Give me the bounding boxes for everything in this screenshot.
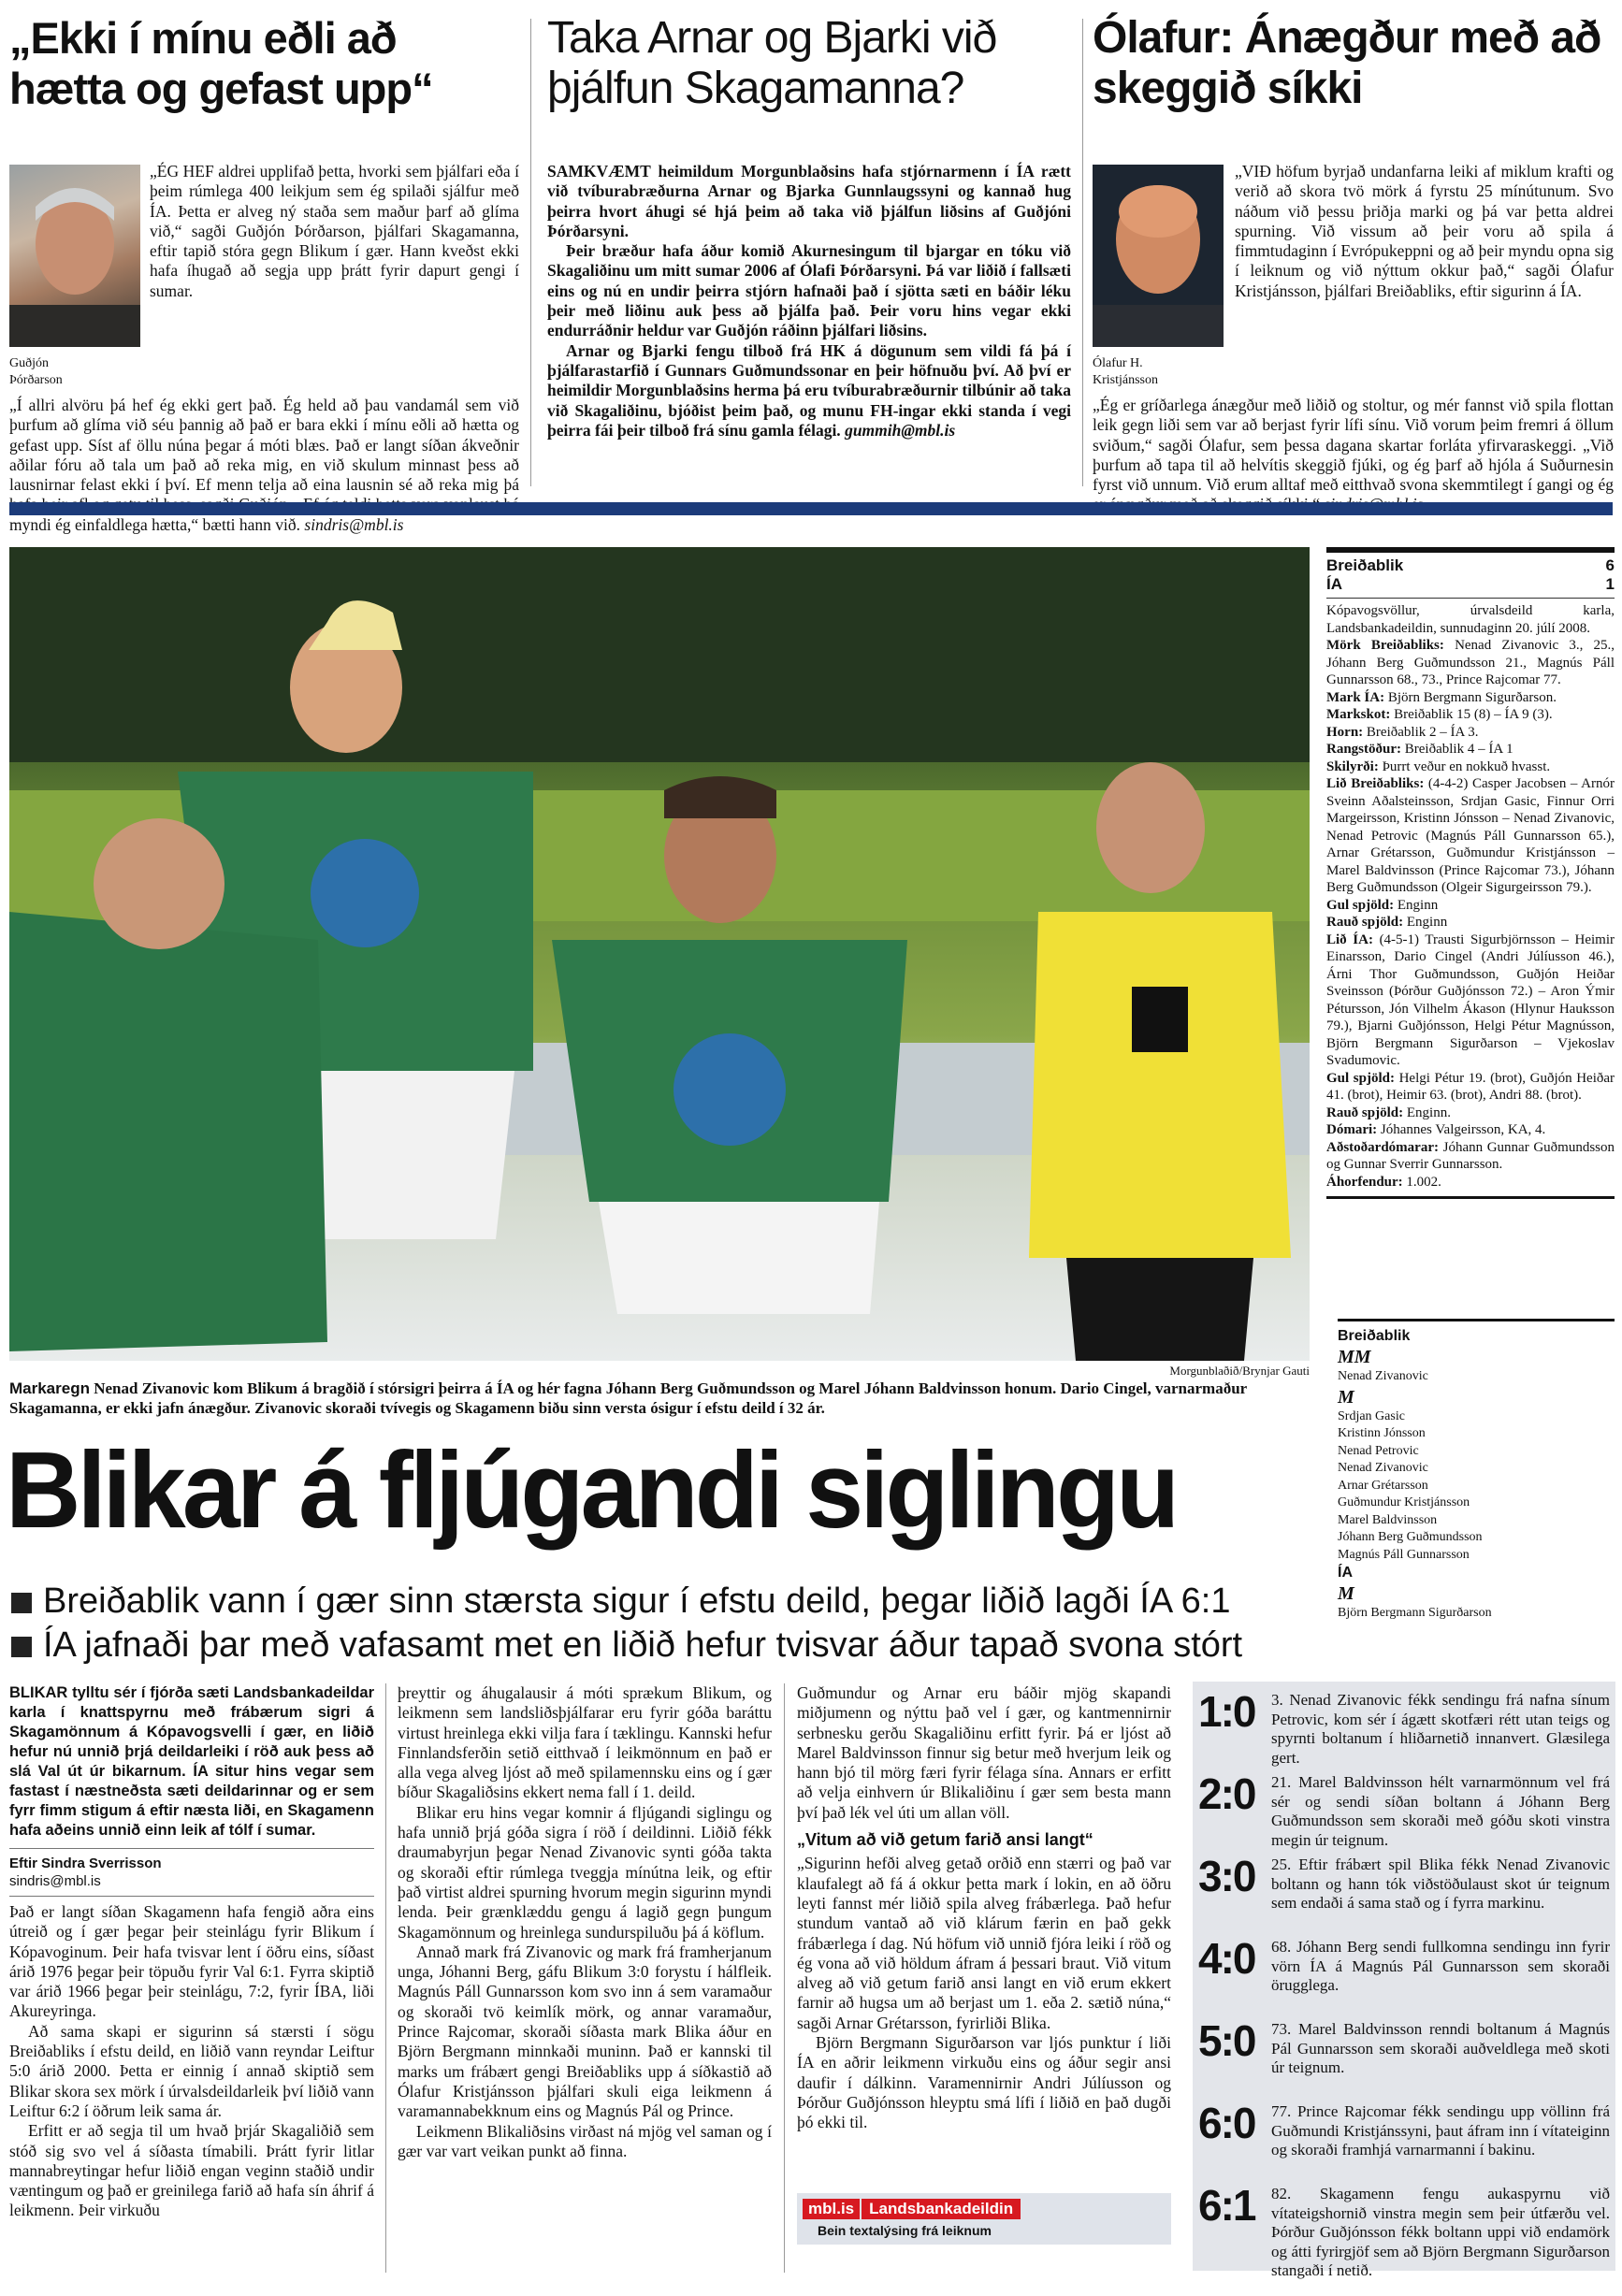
headline: Taka Arnar og Bjarki við þjálfun Skagamanna? <box>547 13 997 113</box>
guðjón-photo <box>9 165 140 347</box>
goal-entry <box>1198 1769 1610 1850</box>
goal-score: 4:0 <box>1198 1934 1255 1983</box>
author-email: sindris@mbl.is <box>9 1873 101 1889</box>
mbl-live-box[interactable] <box>797 2193 1171 2245</box>
main-headline: Blikar á fljúgandi siglingu <box>6 1429 1177 1551</box>
subhead: „Vitum að við getum farið ansi langt“ <box>797 1830 1093 1850</box>
top-article-1 <box>9 13 519 114</box>
body-p2: „Ég er gríðarlega ánægður með liðið og stoltur, og mér fannst við spila flottan leik gegn liði sem var að berjast fyrir lífi sínu. Við vorum þeim fremri á öllum sviðum,“ sagði Ólafur, sem þessa dagana skartar forláta yfirvaraskeggi. „Við þurfum að tapa til að helvítis skeggið fjúki, og ég þarf að hjóla á Suðurnesin fyrst við unnum. Við erum alltaf með eitthvað svona skemmtilegt í gangi og ég <box>1093 396 1614 495</box>
lead: BLIKAR tylltu sér í fjórða sæti Landsbankadeildar karla í knattspyrnu með frábærum sigri á Skagamönnum á Kópavogsvelli í gær, en liðið hefur nú unnið þrjá deildarleiki í röð auk þess að slá Val út úr bikarnum. ÍA situr hins vegar sem fastast í næstneðsta sæti deildarinnar og er sem fyrr fimm stigum á eftir næsta liði, en Skagamenn hafa aðeins unnið einn leik af tólf í sumar. <box>9 1684 374 1839</box>
factbox-item: Dómari: Jóhannes Valgeirsson, KA, 4. <box>1326 1122 1546 1137</box>
goal-text: 25. Eftir frábært spil Blika fékk Nenad Zivanovic boltann og hann tók viðstöðulaust skot úr teignum sem endaði á sama stað og í fyrra markinu. <box>1271 1856 1610 1912</box>
away-team: ÍA <box>1326 575 1342 593</box>
article-col-3 <box>797 1683 1171 2133</box>
venue: Kópavogsvöllur, úrvalsdeild karla, Landsbankadeildin, sunnudaginn 20. júlí 2008. <box>1326 603 1615 636</box>
author: Eftir Sindra Sverrisson <box>9 1856 162 1871</box>
factbox <box>1326 547 1615 1199</box>
goal-text: 77. Prince Rajcomar fékk sendingu upp völlinn frá Guðmundi Kristjánssyni, þaut áfram inn í vítateiginn og skoraði framhjá varnarmanni í bakinu. <box>1271 2102 1610 2159</box>
body-p1: „VIÐ höfum byrjað undanfarna leiki af miklum krafti og verið að skora tvö mörk á fyrstu 25 mínútunum. Svo náðum við þessu þriðja marki og þá var þetta aldrei spurning. Við vissum að þeir voru að spila á fimmtudaginn í Evrópukeppni og að þeir myndu opna sig í leiknum og við nýttum okkur það,“ sagði Ólafur Kristjánsson, þjálfari Breiðabliks, eftir sigurinn á ÍA. <box>1235 162 1614 300</box>
rated-player: Magnús Páll Gunnarsson <box>1338 1547 1470 1562</box>
goal-entry <box>1198 2099 1610 2179</box>
deck-2: ÍA jafnaði þar með vafasamt met en liðið hefur tvisvar áður tapað svona stórt <box>11 1625 1321 1666</box>
factbox-item: Rangstöður: Breiðablik 4 – ÍA 1 <box>1326 742 1513 757</box>
byline: sindris@mbl.is <box>304 514 404 534</box>
rated-player: Marel Baldvinsson <box>1338 1512 1438 1527</box>
factbox-item: Skilyrði: Þurrt veður en nokkuð hvasst. <box>1326 758 1551 774</box>
goal-text: 3. Nenad Zivanovic fékk sendingu frá nafna sínum Petrovic, kom sér í ágætt skotfæri rétt utan teigs og spyrnti boltanum í hliðarnetið innanvert. Glæsilega gert. <box>1271 1691 1610 1767</box>
team1-name: Breiðablik <box>1338 1328 1411 1344</box>
mbl-logo: mbl.is <box>803 2199 860 2219</box>
goal-score: 3:0 <box>1198 1852 1255 1900</box>
body-p2: Þeir bræður hafa áður komið Akurnesingum til bjargar en tóku við Skagaliðinu um mitt sumar 2006 af Ólafi Þórðarsyni. Þá var liðið í fallsæti eins og nú en undir þeirra stjórn hafnaði það í sjötta sæti en báðir léku þeir með liðinu auk þess að þjálfa það. Þeir voru hins vegar ekki endurráðnir heldur var Guðjón ráðinn þjálfari liðsins. <box>547 241 1071 340</box>
mm-players <box>1338 1368 1615 1386</box>
factbox-item: Lið ÍA: (4-5-1) Trausti Sigurbjörnsson – Heimir Einarsson, Dario Cingel (Andri Júlíusson 46.), Árni Thor Guðmundsson, Guðjón Heiðar Sveinsson (Þórður Guðjónsson 72.) – Aron Ýmir Pétursson, Jón Vilhelm Ákason (Hlynur Hauksson 79.), Bjarni Guðjónsson, Helgi Pétur Magnússon, Björn Bergmann Sigurðarson – Vjekoslav Svadumovic. <box>1326 931 1615 1068</box>
factbox-items <box>1326 637 1615 1191</box>
home-team: Breiðablik <box>1326 556 1404 574</box>
m2-label: M <box>1338 1583 1354 1604</box>
top-article-2 <box>547 13 1071 114</box>
para: þreyttir og áhugalausir á móti sprækum Blikum, og leikmenn sem landsliðsþjálfarar eru fyrir góða baráttu virtust hreinlega ekki vilja fara í tæklingu. Kannski hefur Finnlandsferðin setið eitthvað í leikmönnum en það er alla vega alveg ljóst að með spilamennsku eins og í gær bíður Skagaliðsins ekkert nema fall í 1. deild. <box>398 1683 772 1802</box>
goal-entry <box>1198 1687 1610 1768</box>
ólafur-photo <box>1093 165 1224 347</box>
photo-caption: Guðjón Þórðarson <box>9 356 63 387</box>
article-body <box>150 162 519 301</box>
para: Björn Bergmann Sigurðarson var ljós punktur í liði ÍA en aðrir leikmenn virkuðu eins og áður segir ansi daufir í dálkinn. Varamennirnir Andri Júlíusson og Þórður Guðjónsson hleyptu smá lífi í liðið en það dugði þó ekki til. <box>797 2033 1171 2132</box>
rated-player: Arnar Grétarsson <box>1338 1478 1428 1493</box>
goal-score: 6:1 <box>1198 2181 1255 2230</box>
article-col-1 <box>9 1683 374 2221</box>
photo-credit: Morgunblaðið/Brynjar Gauti <box>1169 1364 1310 1378</box>
goal-entry <box>1198 2016 1610 2097</box>
headline: „Ekki í mínu eðli að hætta og gefast upp“ <box>9 13 433 113</box>
mbl-tag: Landsbankadeildin <box>862 2199 1021 2219</box>
m-label: M <box>1338 1386 1354 1408</box>
article-body <box>1235 162 1614 301</box>
factbox-item: Mark ÍA: Björn Bergmann Sigurðarson. <box>1326 689 1557 705</box>
factbox-item: Rauð spjöld: Enginn. <box>1326 1105 1451 1120</box>
goals-box <box>1193 1682 1615 2279</box>
article-col-2 <box>398 1683 772 2161</box>
para: Erfitt er að segja til um hvað þrjár Skagaliðið sem stóð sig svo vel á síðasta tímabili. Þrátt fyrir litlar mannabreytingar hefur liðið engan veginn staðið undir væntingum og það er greinilega farið að hafa sín áhrif á leikmenn. Þeir virkuðu <box>9 2121 374 2220</box>
home-score: 6 <box>1605 556 1615 574</box>
factbox-item: Mörk Breiðabliks: Nenad Zivanovic 3., 25., Jóhann Berg Guðmundsson 21., Magnús Páll Gunnarsson 68., 73., Prince Rajcomar 77. <box>1326 638 1615 687</box>
factbox-item: Áhorfendur: 1.002. <box>1326 1174 1441 1190</box>
para: Að sama skapi er sigurinn sá stærsti í sögu Breiðabliks í efstu deild, en liðið vann reyndar Leiftur 5:0 árið 2000. Þetta er einnig í annað skiptið sem Blikar skora sex mörk í úrvalsdeildarleik því liðið vann Leiftur 6:2 í öðrum leik sama ár. <box>9 2021 374 2120</box>
para: Annað mark frá Zivanovic og mark frá framherjanum unga, Jóhanni Berg, gáfu Blikum 3:0 forystu í hálfleik. Magnús Páll Gunnarsson kom svo inn á sem varamaður og skoraði tvö keimlík mörk, og annar varamaður, Prince Rajcomar, skoraði síðasta mark Blika áður en Björn Bergmann minnkaði muninn. Það er kannski til marks um frábært gengi Breiðabliks upp á síðkastið að Ólafur Kristjánsson þjálfari skuli eiga leikmenn á varamannabekknum eins og Magnús Pál og Prince. <box>398 1942 772 2121</box>
section-rule <box>9 502 1613 515</box>
top-article-3 <box>1093 13 1616 114</box>
caption-lead: Markaregn <box>9 1379 90 1397</box>
main-match-photo <box>9 547 1310 1361</box>
byline: gummih@mbl.is <box>845 420 956 440</box>
deck-1: Breiðablik vann í gær sinn stærsta sigur í efstu deild, þegar liðið lagði ÍA 6:1 <box>11 1581 1321 1622</box>
rated-player: Björn Bergmann Sigurðarson <box>1338 1606 1492 1620</box>
mm-label: MM <box>1338 1347 1371 1367</box>
goal-score: 2:0 <box>1198 1769 1255 1818</box>
goal-score: 1:0 <box>1198 1687 1255 1736</box>
mbl-sub: Bein textalýsing frá leiknum <box>818 2223 992 2238</box>
article-body <box>547 162 1071 440</box>
goal-text: 68. Jóhann Berg sendi fullkomna sendingu inn fyrir vörn ÍA á Magnús Pál Gunnarsson sem skoraði örugglega. <box>1271 1938 1610 1994</box>
body-p1: SAMKVÆMT heimildum Morgunblaðsins hafa stjórnarmenn í ÍA rætt við tvíburabræðurna Arnar og Bjarka Gunnlaugssyni og kannað hug þeirra hvort áhugi sé hjá þeim að taka við þjálfun liðsins af Guðjóni Þórðarsyni. <box>547 162 1071 240</box>
para: Blikar eru hins vegar komnir á fljúgandi siglingu og hafa unnið þrjá góða sigra í röð í deildinni. Liðið fékk draumabyrjun þegar Nenad Zivanovic synti góða takta og skoraði eftir rúmlega tveggja mínútna leik, og eftir það virtist aldrei spurning hvorum megin sigurinn myndi lenda. Þeir grænklæddu gengu á lagið gegn þungum Skagamönnum og hreinlega sundurspiluðu þá á köflum. <box>398 1802 772 1942</box>
para: „Sigurinn hefði alveg getað orðið enn stærri og það var klaufalegt að fá á okkur þetta mark í lokin, en að öðru leyti fannst mér liðið spila alveg frábærlega. Það hefur stundum vantað að við klárum færin en það gekk frábærlega í dag. Nú höfum við unnið fjóra leiki í röð og ég vona að við höldum áfram á þessari braut. Við vitum alveg að við getum farið ansi langt en við erum ekkert farnir að hugsa um að berjast um 1. eða 2. sætið núna,“ sagði Arnar Grétarsson, fyrirliði Blika. <box>797 1854 1171 2032</box>
body-p2: „Í allri alvöru þá hef ég ekki gert það. Ég held að þau vandamál sem við þurfum að glíma við séu þannig að það er bara ekki í mínu eðli að hætta og gefast upp. Síst af öllu núna þegar á móti blæs. Það er langt síðan ákveðnir aðilar fóru að tala um það að reka mig, en við skulum minnast þess að lausnirnar felast ekki í því. Ef menn telja að eina lausnin sé að reka mig þá myndi ég einfaldlega hætta,“ bætti hann við. <box>9 396 519 534</box>
m-players <box>1338 1408 1615 1565</box>
factbox-item: Gul spjöld: Helgi Pétur 19. (brot), Guðjón Heiðar 41. (brot), Heimir 63. (brot), Andri 88. (brot). <box>1326 1070 1615 1103</box>
team2-name: ÍA <box>1338 1565 1353 1581</box>
body-p3: Arnar og Bjarki fengu tilboð frá HK á dögunum sem vildi fá þá í þjálfarastarfið í Gunnars Guðmundssonar en þeir höfnuðu því. Að því er heimildir Morgunblaðsins herma þá eru tvíburabræðurnir tilbúnir að taka við Skagaliðinu, bjóðist þeim það, og munu FH-ingar ekki standa í vegi þeirra fái þeir tilboð frá sínu gamla félagi. <box>547 340 1071 440</box>
para: Það er langt síðan Skagamenn hafa fengið aðra eins útreið og í gær þegar þeir steinlágu fyrir Blikum í Kópavoginum. Þeir hafa tvisvar lent í öðru eins, síðast árið 1976 þegar þeir töpuðu fyrir Val 6:1. Fyrra skiptið var árið 1966 þegar þeir steinlágu, 7:2, fyrir ÍBA, liði Akureyringa. <box>9 1902 374 2021</box>
m2-players <box>1338 1605 1615 1623</box>
para: Guðmundur og Arnar eru báðir mjög skapandi miðjumenn og nýttu það vel í gær, og kantmennirnir serbnesku gerðu Skagaliðinu erfitt fyrir. Þá er ljóst að Marel Baldvinsson finnur sig betur með hverjum leik og hann bjó til mörg færi fyrir félaga sína. Annars er erfitt að velja einhvern úr Blikaliðinu í gær sem besta mann því það lék vel úti um allan völl. <box>797 1683 1171 1822</box>
article-body-2 <box>1093 396 1614 515</box>
rated-player: Guðmundur Kristjánsson <box>1338 1495 1470 1509</box>
body-p1: „ÉG HEF aldrei upplifað þetta, hvorki sem þjálfari eða í þeim rúmlega 400 leikjum sem ég spilaði sjálfur með ÍA. Þetta er alveg ný staða sem maður þarf að glíma við,“ sagði Guðjón Þórðarson, þjálfari Skagamanna, eftir tapið stóra gegn Blikum í gær. Hann kveðst ekki hafa íhugað að segja upp þrátt fyrir dapurt gengi í sumar. <box>150 162 519 300</box>
goal-text: 82. Skagamenn fengu aukaspyrnu við vítateigshornið vinstra megin sem þeir útfærðu vel. Þórður Guðjónsson fékk boltann uppi við endamörk og átti fyrirgjöf sem að Björn Bergmann Sigurðarson stangaði í netið. <box>1271 2185 1610 2279</box>
goal-score: 6:0 <box>1198 2099 1255 2147</box>
away-score: 1 <box>1605 575 1615 593</box>
factbox-item: Gul spjöld: Enginn <box>1326 897 1439 913</box>
factbox-item: Aðstoðardómarar: Jóhann Gunnar Guðmundsson og Gunnar Sverrir Gunnarsson. <box>1326 1139 1615 1172</box>
rated-player: Nenad Zivanovic <box>1338 1369 1428 1383</box>
factbox-item: Markskot: Breiðablik 15 (8) – ÍA 9 (3). <box>1326 707 1553 722</box>
goal-text: 21. Marel Baldvinsson hélt varnarmönnum vel frá sér og sendi síðan boltann á Jóhann Berg Guðmundsson sem skoraði með góðu skoti vinstra megin úr teignum. <box>1271 1773 1610 1849</box>
rated-player: Kristinn Jónsson <box>1338 1426 1426 1440</box>
rated-player: Srdjan Gasic <box>1338 1408 1405 1423</box>
goal-text: 73. Marel Baldvinsson renndi boltanum á Magnús Pál Gunnarsson sem skoraði auðveldlega með skoti úr teignum. <box>1271 2020 1610 2076</box>
factbox-item: Lið Breiðabliks: (4-4-2) Casper Jacobsen – Arnór Sveinn Aðalsteinsson, Srdjan Gasic, Finnur Orri Margeirsson, Kristinn Jónsson – Nenad Zivanovic, Nenad Petrovic (Magnús Páll Gunnarsson 65.), Arnar Grétarsson, Guðmundur Kristjánsson – Marel Baldvinsson (Prince Rajcomar 73.), Jóhann Berg Guðmundsson (Olgeir Sigurgeirsson 79.). <box>1326 776 1615 895</box>
rated-player: Jóhann Berg Guðmundsson <box>1338 1530 1483 1544</box>
goal-score: 5:0 <box>1198 2016 1255 2065</box>
goal-entry <box>1198 2181 1610 2281</box>
headline: Ólafur: Ánægður með að skeggið síkki <box>1093 13 1601 113</box>
goal-entry <box>1198 1934 1610 2014</box>
rated-player: Nenad Zivanovic <box>1338 1461 1428 1475</box>
rated-player: Nenad Petrovic <box>1338 1443 1419 1458</box>
main-photo-caption <box>9 1379 1310 1418</box>
factbox-item: Rauð spjöld: Enginn <box>1326 915 1448 930</box>
factbox-item: Horn: Breiðablik 2 – ÍA 3. <box>1326 724 1479 740</box>
photo-caption: Ólafur H. Kristjánsson <box>1093 356 1158 387</box>
caption-text: Nenad Zivanovic kom Blikum á bragðið í stórsigri þeirra á ÍA og hér fagna Jóhann Berg Guðmundsson og Marel Jóhann Baldvinsson honum. Dario Cingel, varnarmaður Skagamanna, er ekki jafn ánægður. Zivanovic skoraði tvívegis og Skagamenn biðu sinn versta ósigur í efstu deild í 32 ár. <box>9 1379 1247 1417</box>
goal-entry <box>1198 1852 1610 1932</box>
player-ratings <box>1338 1319 1615 1623</box>
para: Leikmenn Blikaliðsins virðast ná mjög vel saman og í gær var vart veikan punkt að finna. <box>398 2121 772 2160</box>
